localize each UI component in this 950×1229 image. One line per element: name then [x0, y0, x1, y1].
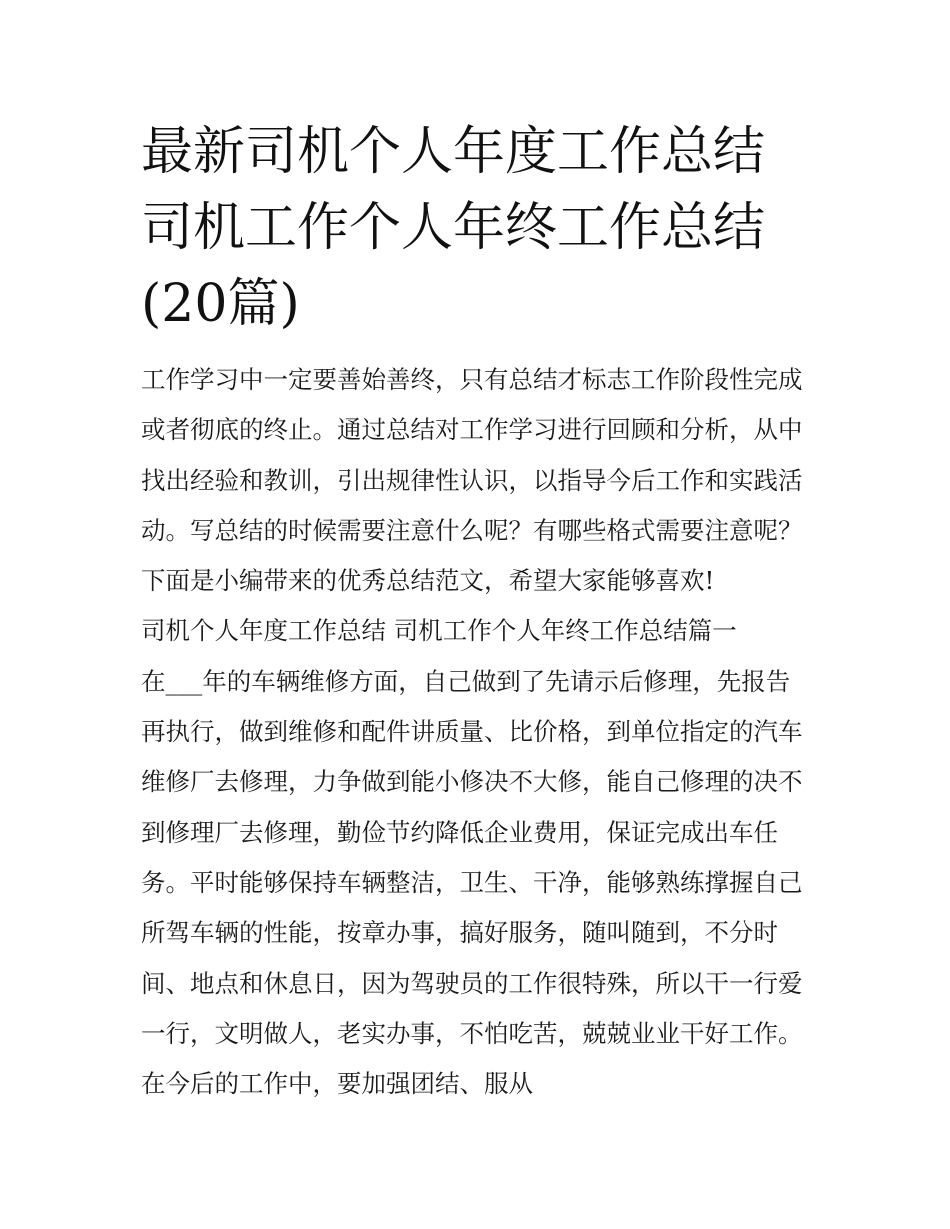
body-line: 在___年的车辆维修方面，自己做到了先请示后修理，先报告 — [141, 666, 791, 696]
intro-line: 工作学习中一定要善始善终，只有总结才标志工作阶段性完成 — [141, 365, 803, 394]
body-line: 间、地点和休息日，因为驾驶员的工作很特殊，所以干一行爱 — [141, 968, 803, 998]
intro-line: 或者彻底的终止。通过总结对工作学习进行回顾和分析，从中 — [141, 415, 803, 445]
section-heading: 司机个人年度工作总结 司机工作个人年终工作总结篇一 — [141, 616, 737, 646]
intro-line: 下面是小编带来的优秀总结范文，希望大家能够喜欢! — [141, 566, 715, 596]
document-title: 最新司机个人年度工作总结 司机工作个人年终工作总结(20篇) — [141, 122, 766, 334]
intro-line: 找出经验和教训，引出规律性认识，以指导今后工作和实践活 — [141, 465, 803, 495]
body-line: 务。平时能够保持车辆整洁，卫生、干净，能够熟练撑握自己 — [141, 867, 803, 897]
document-body — [141, 355, 821, 1109]
body-line: 一行，文明做人，老实办事，不怕吃苦，兢兢业业干好工作。 — [141, 1018, 803, 1048]
intro-line: 动。写总结的时候需要注意什么呢？有哪些格式需要注意呢？ — [141, 515, 803, 545]
body-line: 所驾车辆的性能，按章办事，搞好服务，随叫随到，不分时 — [141, 918, 778, 948]
body-line: 在今后的工作中，要加强团结、服从 — [141, 1069, 533, 1099]
body-line: 维修厂去修理，力争做到能小修决不大修，能自己修理的决不 — [141, 767, 803, 797]
body-line: 再执行，做到维修和配件讲质量、比价格，到单位指定的汽车 — [141, 717, 803, 747]
body-line: 到修理厂去修理，勤俭节约降低企业费用，保证完成出车任 — [141, 817, 778, 847]
